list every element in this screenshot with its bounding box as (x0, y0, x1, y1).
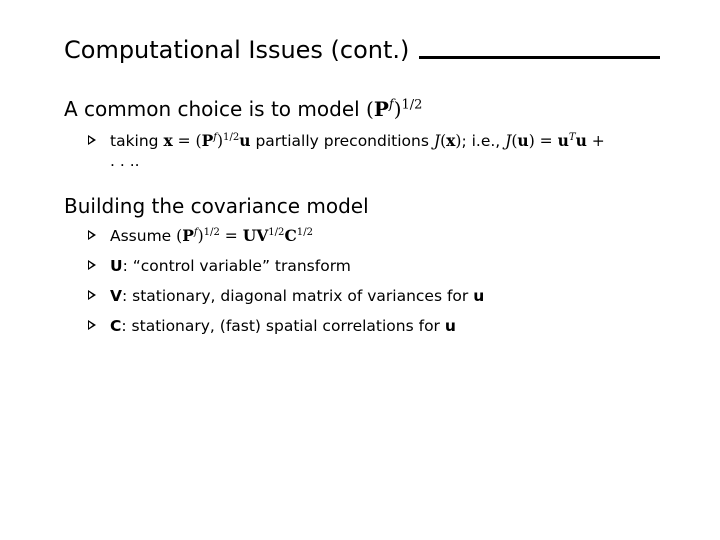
section-covariance-model (64, 193, 484, 337)
section-model-choice (64, 96, 605, 170)
list-item: Assume $(P^f)^{1/2} = UV^{1/2}C^{1/2}$ (88, 225, 484, 247)
bullet-triangle-icon (88, 230, 96, 240)
title-rule (419, 56, 660, 59)
bullet-triangle-icon (88, 290, 96, 300)
list-item: taking $x = (P^f)^{1/2}u$ partially preconditions J(x); i.e., $J(u) = u^Tu$ + (88, 130, 605, 152)
bullet-triangle-icon (88, 320, 96, 330)
list-item: U: “control variable” transform (88, 255, 484, 277)
list-item: V: stationary, diagonal matrix of variances for u (88, 285, 484, 307)
section-heading: A common choice is to model $(P^f)^{1/2}$ (64, 97, 423, 121)
list-item: C: stationary, (fast) spatial correlations for u (88, 315, 484, 337)
title-row (64, 36, 660, 64)
section-heading: Building the covariance model (64, 194, 369, 218)
bullet-triangle-icon (88, 260, 96, 270)
slide-title: Computational Issues (cont.) (64, 36, 410, 64)
bullet-triangle-icon (88, 135, 96, 145)
list-item-continuation: . . .. (110, 152, 140, 170)
